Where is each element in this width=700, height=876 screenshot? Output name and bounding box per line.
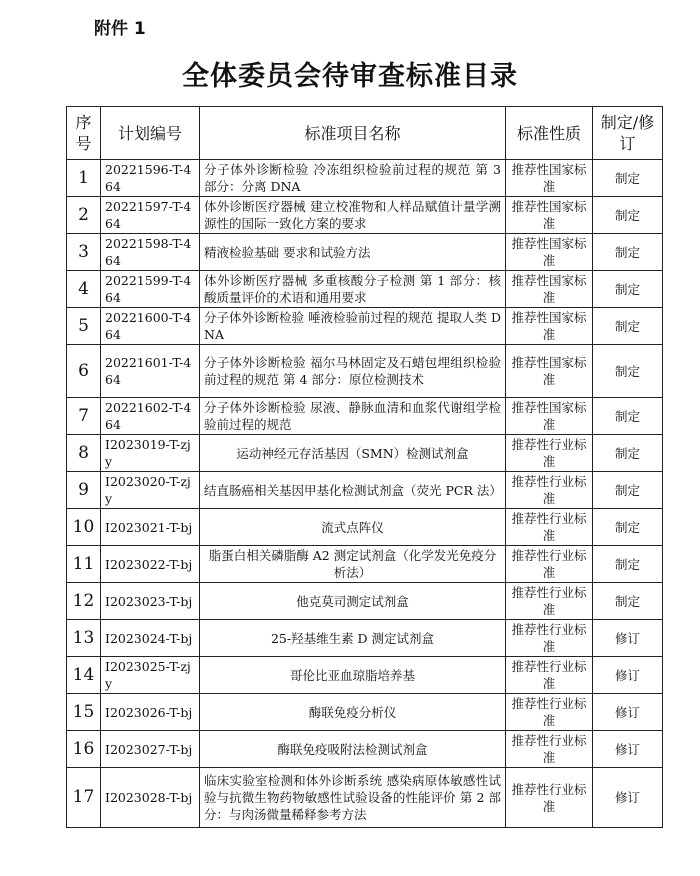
standard-name: 酶联免疫吸附法检测试剂盒 — [200, 731, 506, 768]
standard-type: 推荐性国家标准 — [506, 234, 593, 271]
action-type: 制定 — [593, 271, 663, 308]
standard-type: 推荐性行业标准 — [506, 546, 593, 583]
standard-name: 运动神经元存活基因（SMN）检测试剂盒 — [200, 435, 506, 472]
standard-type: 推荐性国家标准 — [506, 345, 593, 398]
row-number: 5 — [67, 308, 101, 345]
plan-number: I2023024-T-bj — [101, 620, 200, 657]
row-number: 16 — [67, 731, 101, 768]
row-number: 7 — [67, 398, 101, 435]
table-row — [67, 657, 663, 694]
row-number: 14 — [67, 657, 101, 694]
row-number: 2 — [67, 197, 101, 234]
header-action: 制定/修订 — [593, 107, 663, 160]
standard-name: 分子体外诊断检验 福尔马林固定及石蜡包埋组织检验前过程的规范 第 4 部分：原位检测技术 — [200, 345, 506, 398]
standards-table — [66, 106, 663, 828]
standard-type: 推荐性国家标准 — [506, 308, 593, 345]
standard-name: 临床实验室检测和体外诊断系统 感染病原体敏感性试验与抗微生物药物敏感性试验设备的性能评价 第 2 部分：与肉汤微量稀释参考方法 — [200, 768, 506, 828]
action-type: 修订 — [593, 768, 663, 828]
header-type: 标准性质 — [506, 107, 593, 160]
table-row — [67, 509, 663, 546]
plan-number: I2023028-T-bj — [101, 768, 200, 828]
standard-type: 推荐性行业标准 — [506, 768, 593, 828]
row-number: 13 — [67, 620, 101, 657]
row-number: 3 — [67, 234, 101, 271]
action-type: 制定 — [593, 435, 663, 472]
plan-number: I2023023-T-bj — [101, 583, 200, 620]
standard-type: 推荐性行业标准 — [506, 583, 593, 620]
table-header-row — [67, 107, 663, 160]
row-number: 9 — [67, 472, 101, 509]
standard-type: 推荐性国家标准 — [506, 197, 593, 234]
action-type: 制定 — [593, 308, 663, 345]
page-title: 全体委员会待审查标准目录 — [182, 61, 518, 92]
row-number: 10 — [67, 509, 101, 546]
header-name: 标准项目名称 — [200, 107, 506, 160]
standard-type: 推荐性行业标准 — [506, 472, 593, 509]
action-type: 制定 — [593, 546, 663, 583]
row-number: 6 — [67, 345, 101, 398]
standard-name: 酶联免疫分析仪 — [200, 694, 506, 731]
table-row — [67, 271, 663, 308]
row-number: 17 — [67, 768, 101, 828]
standard-name: 精液检验基础 要求和试验方法 — [200, 234, 506, 271]
table-row — [67, 234, 663, 271]
table-row — [67, 768, 663, 828]
standard-type: 推荐性行业标准 — [506, 731, 593, 768]
plan-number: I2023019-T-zjy — [101, 435, 200, 472]
plan-number: I2023021-T-bj — [101, 509, 200, 546]
table-row — [67, 694, 663, 731]
header-no: 序号 — [67, 107, 101, 160]
action-type: 制定 — [593, 583, 663, 620]
standard-name: 流式点阵仪 — [200, 509, 506, 546]
action-type: 制定 — [593, 398, 663, 435]
plan-number: 20221602-T-464 — [101, 398, 200, 435]
standard-type: 推荐性行业标准 — [506, 620, 593, 657]
row-number: 1 — [67, 160, 101, 197]
header-plan: 计划编号 — [101, 107, 200, 160]
table-row — [67, 546, 663, 583]
standard-type: 推荐性行业标准 — [506, 435, 593, 472]
standard-name: 分子体外诊断检验 尿液、静脉血清和血浆代谢组学检验前过程的规范 — [200, 398, 506, 435]
table-row — [67, 472, 663, 509]
plan-number: I2023025-T-zjy — [101, 657, 200, 694]
plan-number: I2023026-T-bj — [101, 694, 200, 731]
action-type: 制定 — [593, 160, 663, 197]
plan-number: 20221596-T-464 — [101, 160, 200, 197]
row-number: 8 — [67, 435, 101, 472]
standard-type: 推荐性国家标准 — [506, 398, 593, 435]
plan-number: 20221600-T-464 — [101, 308, 200, 345]
standard-name: 25-羟基维生素 D 测定试剂盒 — [200, 620, 506, 657]
action-type: 制定 — [593, 345, 663, 398]
standard-name: 脂蛋白相关磷脂酶 A2 测定试剂盒（化学发光免疫分析法） — [200, 546, 506, 583]
standard-type: 推荐性行业标准 — [506, 694, 593, 731]
standard-type: 推荐性行业标准 — [506, 509, 593, 546]
standard-name: 分子体外诊断检验 冷冻组织检验前过程的规范 第 3 部分：分离 DNA — [200, 160, 506, 197]
action-type: 修订 — [593, 657, 663, 694]
action-type: 修订 — [593, 620, 663, 657]
standard-type: 推荐性国家标准 — [506, 160, 593, 197]
table-row — [67, 197, 663, 234]
standard-type: 推荐性国家标准 — [506, 271, 593, 308]
table-row — [67, 345, 663, 398]
standard-name: 分子体外诊断检验 唾液检验前过程的规范 提取人类 DNA — [200, 308, 506, 345]
standard-name: 体外诊断医疗器械 多重核酸分子检测 第 1 部分：核酸质量评价的术语和通用要求 — [200, 271, 506, 308]
table-row — [67, 435, 663, 472]
action-type: 制定 — [593, 509, 663, 546]
row-number: 4 — [67, 271, 101, 308]
row-number: 11 — [67, 546, 101, 583]
plan-number: I2023020-T-zjy — [101, 472, 200, 509]
plan-number: 20221599-T-464 — [101, 271, 200, 308]
action-type: 修订 — [593, 731, 663, 768]
row-number: 12 — [67, 583, 101, 620]
plan-number: I2023027-T-bj — [101, 731, 200, 768]
standard-name: 结直肠癌相关基因甲基化检测试剂盒（荧光 PCR 法） — [200, 472, 506, 509]
plan-number: 20221598-T-464 — [101, 234, 200, 271]
plan-number: 20221601-T-464 — [101, 345, 200, 398]
action-type: 制定 — [593, 197, 663, 234]
action-type: 制定 — [593, 472, 663, 509]
table-row — [67, 308, 663, 345]
attachment-label: 附件 1 — [94, 19, 146, 39]
table-row — [67, 583, 663, 620]
action-type: 制定 — [593, 234, 663, 271]
action-type: 修订 — [593, 694, 663, 731]
table-row — [67, 731, 663, 768]
table-row — [67, 620, 663, 657]
standard-name: 哥伦比亚血琼脂培养基 — [200, 657, 506, 694]
standard-name: 他克莫司测定试剂盒 — [200, 583, 506, 620]
standard-name: 体外诊断医疗器械 建立校准物和人样品赋值计量学溯源性的国际一致化方案的要求 — [200, 197, 506, 234]
table-row — [67, 398, 663, 435]
standard-type: 推荐性行业标准 — [506, 657, 593, 694]
plan-number: 20221597-T-464 — [101, 197, 200, 234]
row-number: 15 — [67, 694, 101, 731]
table-body — [67, 160, 663, 828]
plan-number: I2023022-T-bj — [101, 546, 200, 583]
table-row — [67, 160, 663, 197]
